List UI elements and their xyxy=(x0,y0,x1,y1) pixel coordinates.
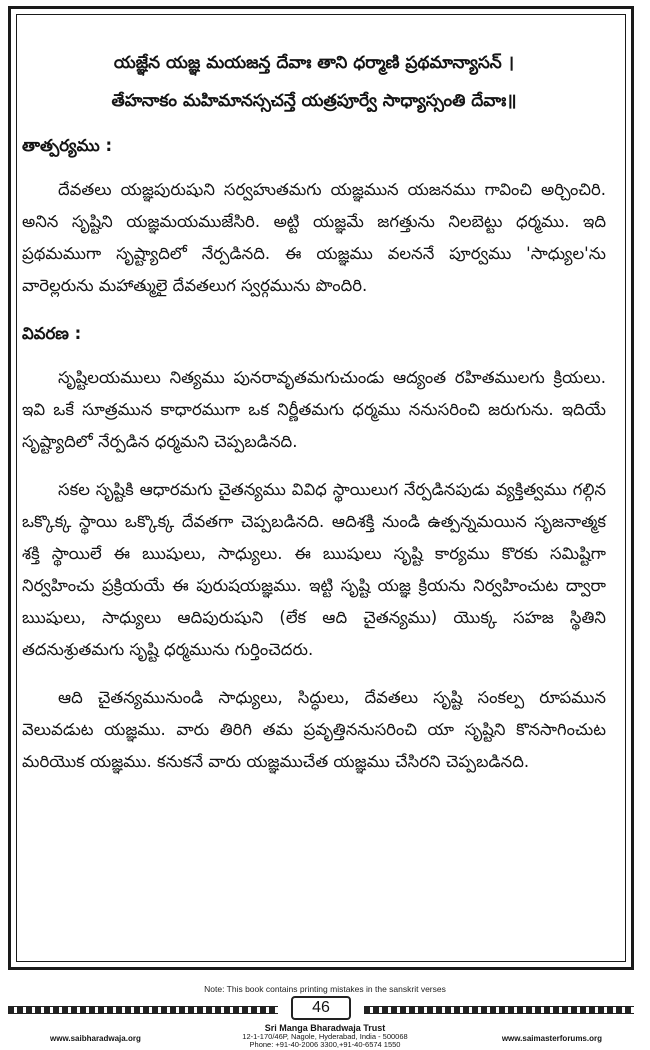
page-number: 46 xyxy=(291,996,351,1020)
website-left-link[interactable]: www.saibharadwaja.org xyxy=(50,1034,141,1043)
vivarana-paragraph-3: ఆది చైతన్యమునుండి సాధ్యులు, సిద్ధులు, దేవతలు సృష్టి సంకల్ప రూపమున వెలువడుట యజ్ఞము. వారు తిరిగి తమ ప్రవృత్తిననుసరించి యా సృష్టిని కొనసాగించుట మరియొక యజ్ఞము. కనుకనే వారు యజ్ఞముచేత యజ్ఞము చేసిరని చెప్పబడినది. xyxy=(22,688,606,771)
website-right-link[interactable]: www.saimasterforums.org xyxy=(501,1034,602,1043)
tatparyam-heading: తాత్పర్యము : xyxy=(22,136,113,155)
trust-phone: Phone: +91-40-2006 3300,+91-40-6574 1550 xyxy=(249,1040,401,1049)
trust-address: 12-1-170/46P, Nagole, Hyderabad, India - 500068 xyxy=(242,1031,408,1041)
verse-line-1: యజ్ఞేన యజ్ఞ మయజన్త దేవాః తాని ధర్మాణి ప్రథమాన్యాసన్ । xyxy=(113,53,515,73)
decorative-chain-left xyxy=(8,1006,278,1014)
tatparyam-paragraph: దేవతలు యజ్ఞపురుషుని సర్వహుతమగు యజ్ఞమున యజనము గావించి అర్చించిరి. అనిన సృష్టిని యజ్ఞమయముజేసిరి. అట్టి యజ్ఞమే జగత్తును నిలబెట్టు ధర్మము. ఇది ప్రథమముగా సృష్ట్యాదిలో నేర్పడినది. ఈ యజ్ఞము వలననే పూర్వము 'సాధ్యుల'ను వారెల్లరును మహాత్ములై దేవతలుగ స్వర్గమును పొందిరి. xyxy=(22,180,606,295)
verse-line-2: తేహనాకం మహిమానస్సచన్తే యత్రపూర్వే సాధ్యాస్సంతి దేవాః॥ xyxy=(111,91,517,111)
vivarana-paragraph-2: సకల సృష్టికి ఆధారమగు చైతన్యము వివిధ స్థాయిలుగ నేర్పడినపుడు వ్యక్తిత్వము గల్గిన ఒక్కొక్క స్థాయి ఒక్కొక్క దేవతగా చెప్పబడినది. ఆదిశక్తి నుండి ఉత్పన్నమయిన సృజనాత్మక శక్తి స్థాయిలే ఈ ఋషులు, సాధ్యులు. ఈ ఋషులు సృష్టి కార్యము కొరకు సమిష్టిగా నిర్వహించు ప్రక్రియయే ఈ పురుషయజ్ఞము. ఇట్టి సృష్టి యజ్ఞ క్రియను నిర్వహించుట ద్వారా ఋషులు, సాధ్యులు ఆదిపురుషుని (లేక ఆది చైతన్యము) యొక్క సహజ స్థితిని తదనుశ్రుతమగు సృష్టి ధర్మమును గుర్తించెదరు. xyxy=(22,480,606,659)
sanskrit-verse xyxy=(22,44,606,120)
trust-name: Sri Manga Bharadwaja Trust xyxy=(264,1023,386,1033)
vivarana-paragraph-1: సృష్టిలయములు నిత్యము పునరావృతమగుచుండు ఆద్యంత రహితములగు క్రియలు. ఇవి ఒకే సూత్రమున కాధారముగా ఒక నిర్ణీతమగు ధర్మము ననుసరించి జరుగును. ఇదియే సృష్ట్యాదిలో నేర్పడిన ధర్మమని చెప్పబడినది. xyxy=(22,368,606,451)
page-number-band xyxy=(8,996,634,1022)
trust-info xyxy=(175,1024,475,1050)
page-content xyxy=(22,30,606,794)
decorative-chain-right xyxy=(364,1006,634,1014)
printing-note: Note: This book contains printing mistakes in the sanskrit verses xyxy=(204,984,446,994)
vivarana-heading: వివరణ : xyxy=(22,324,82,343)
